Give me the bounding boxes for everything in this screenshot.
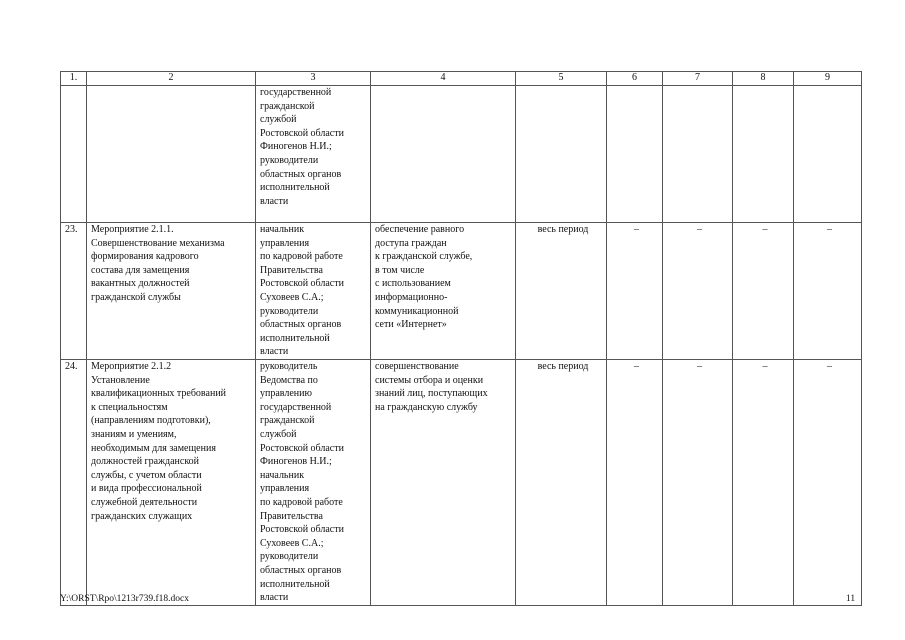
- period-cell: весь период: [516, 223, 607, 360]
- table-row: [61, 223, 862, 360]
- value-cell: –: [663, 360, 733, 606]
- column-header: 3: [256, 72, 371, 86]
- measure-cell: Мероприятие 2.1.1. Совершенствование механизма формирования кадрового состава для замещения вакантных должностей гражданской службы: [87, 223, 256, 360]
- column-header: 4: [371, 72, 516, 86]
- column-header: 7: [663, 72, 733, 86]
- row-number: 24.: [61, 360, 87, 606]
- value-cell: –: [607, 223, 663, 360]
- column-header: 1.: [61, 72, 87, 86]
- column-header: 5: [516, 72, 607, 86]
- value-cell: [794, 86, 862, 223]
- measure-cell: Мероприятие 2.1.2 Установление квалификационных требований к специальностям (направлениям подготовки), знаниям и умениям, необходимым для замещения должностей гражданской службы, с учетом области и вида профессиональной служебной деятельности гражданских служащих: [87, 360, 256, 606]
- result-cell: обеспечение равного доступа граждан к гражданской службе, в том числе с использованием информационно- коммуникационной сети «Интернет»: [371, 223, 516, 360]
- value-cell: –: [607, 360, 663, 606]
- value-cell: [607, 86, 663, 223]
- period-cell: весь период: [516, 360, 607, 606]
- value-cell: [733, 86, 794, 223]
- period-cell: [516, 86, 607, 223]
- value-cell: –: [733, 360, 794, 606]
- result-cell: [371, 86, 516, 223]
- page-number: 11: [846, 594, 856, 604]
- value-cell: –: [663, 223, 733, 360]
- row-number: 23.: [61, 223, 87, 360]
- value-cell: [663, 86, 733, 223]
- table-row: [61, 86, 862, 223]
- responsible-cell: государственной гражданской службой Ростовской области Финогенов Н.И.; руководители областных органов исполнительной власти: [256, 86, 371, 223]
- row-number: [61, 86, 87, 223]
- measure-cell: [87, 86, 256, 223]
- value-cell: –: [733, 223, 794, 360]
- responsible-cell: руководитель Ведомства по управлению государственной гражданской службой Ростовской области Финогенов Н.И.; начальник управления по кадровой работе Правительства Ростовской области Суховеев С.А.; руководители областных органов исполнительной власти: [256, 360, 371, 606]
- column-header: 9: [794, 72, 862, 86]
- result-cell: совершенствование системы отбора и оценки знаний лиц, поступающих на гражданскую службу: [371, 360, 516, 606]
- table-header-row: [61, 72, 862, 86]
- column-header: 8: [733, 72, 794, 86]
- file-path: Y:\ORST\Rpo\1213r739.f18.docx: [60, 594, 189, 604]
- value-cell: –: [794, 223, 862, 360]
- responsible-cell: начальник управления по кадровой работе Правительства Ростовской области Суховеев С.А.; руководители областных органов исполнительной власти: [256, 223, 371, 360]
- column-header: 2: [87, 72, 256, 86]
- column-header: 6: [607, 72, 663, 86]
- value-cell: –: [794, 360, 862, 606]
- measures-table: [60, 71, 862, 606]
- table-row: [61, 360, 862, 606]
